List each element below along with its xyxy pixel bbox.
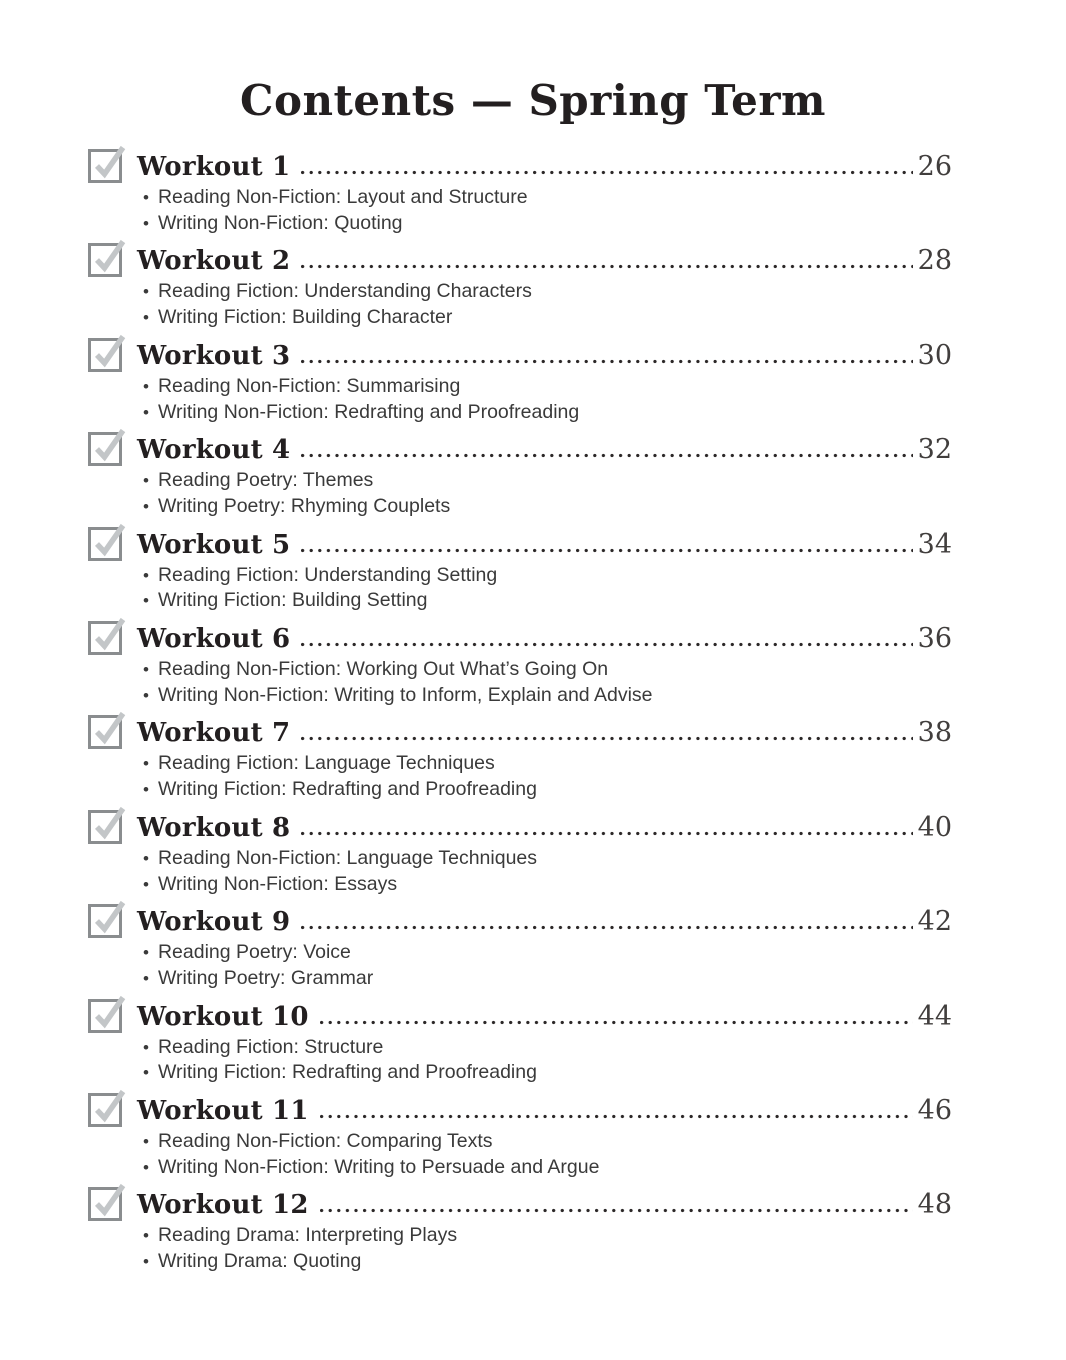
page-number: 34 [917,528,952,560]
toc-entry [88,151,952,236]
checkmark-icon [89,804,131,846]
toc-entry [88,812,952,897]
topic-label: Writing Poetry: Grammar [157,966,374,989]
workout-title: Workout 11 [137,1096,309,1127]
topic-label: Writing Non-Fiction: Quoting [157,211,403,234]
topic-item [143,1060,952,1086]
bullet-icon: • [143,874,149,894]
topic-item [143,400,952,426]
page-number: 36 [917,623,952,655]
workout-checkbox[interactable] [88,621,122,655]
dotted-leader [301,453,912,458]
workout-checkbox[interactable] [88,243,122,277]
topic-label: Writing Non-Fiction: Essays [157,872,398,895]
workout-title: Workout 3 [137,340,291,371]
topic-label: Reading Non-Fiction: Language Techniques [157,846,538,869]
topic-item [143,846,952,872]
topic-list [88,563,952,614]
bullet-icon: • [143,780,149,800]
topic-label: Writing Non-Fiction: Redrafting and Proofreading [157,400,580,423]
toc-entry [88,245,952,330]
bullet-icon: • [143,660,149,680]
topic-item [143,211,952,237]
topic-item [143,1155,952,1181]
checkmark-icon [89,898,131,940]
toc-entry [88,906,952,991]
topic-item [143,185,952,211]
toc-entry-heading [88,1095,952,1128]
dotted-leader [320,1020,913,1025]
topic-label: Writing Non-Fiction: Writing to Inform, Explain and Advise [157,683,653,706]
toc-entry-heading [88,340,952,373]
workout-checkbox[interactable] [88,432,122,466]
topic-list [88,1129,952,1180]
topic-label: Writing Fiction: Building Character [157,306,453,329]
toc-entry-heading [88,812,952,845]
checkmark-icon [89,1087,131,1129]
workout-checkbox[interactable] [88,338,122,372]
bullet-icon: • [143,1226,149,1246]
topic-label: Reading Drama: Interpreting Plays [157,1224,458,1247]
topic-label: Writing Poetry: Rhyming Couplets [157,494,451,517]
toc-entry-heading [88,434,952,467]
bullet-icon: • [143,685,149,705]
topic-item [143,1035,952,1061]
toc-entry [88,717,952,802]
topic-label: Reading Fiction: Language Techniques [157,752,495,775]
bullet-icon: • [143,968,149,988]
topic-list [88,468,952,519]
toc-entry-heading [88,623,952,656]
topic-list [88,1223,952,1274]
bullet-icon: • [143,188,149,207]
checkmark-icon [89,521,131,563]
toc-entry [88,434,952,519]
topic-item [143,751,952,777]
topic-item [143,657,952,683]
bullet-icon: • [143,1252,149,1272]
workout-title: Workout 10 [137,1001,309,1032]
workout-title: Workout 7 [137,718,291,749]
topic-item [143,777,952,803]
workout-title: Workout 12 [137,1190,309,1221]
toc-entry [88,1095,952,1180]
toc-entry-heading [88,245,952,278]
bullet-icon: • [143,376,149,396]
bullet-icon: • [143,282,149,302]
workout-checkbox[interactable] [88,715,122,749]
page-number: 32 [917,434,952,466]
toc-entry [88,529,952,614]
toc-entry-heading [88,1189,952,1222]
checkmark-icon [89,993,131,1035]
checkmark-icon [89,237,131,279]
toc-entry [88,340,952,425]
dotted-leader [301,642,912,647]
bullet-icon: • [143,402,149,422]
bullet-icon: • [143,565,149,585]
topic-list [88,279,952,330]
bullet-icon: • [143,496,149,516]
workout-title: Workout 9 [137,907,291,938]
bullet-icon: • [143,1157,149,1177]
topic-item [143,966,952,992]
page-number: 42 [917,906,952,938]
page-number: 46 [917,1095,952,1127]
page-number: 28 [917,245,952,277]
workout-title: Workout 2 [137,246,291,277]
topic-label: Reading Fiction: Understanding Setting [157,563,498,586]
workout-checkbox[interactable] [88,149,122,183]
checkmark-icon [89,709,131,751]
topic-item [143,563,952,589]
dotted-leader [301,925,912,930]
topic-list [88,846,952,897]
topic-label: Reading Poetry: Voice [157,941,351,964]
topic-label: Reading Non-Fiction: Comparing Texts [157,1130,493,1153]
dotted-leader [301,170,912,175]
topic-item [143,374,952,400]
page-number: 38 [917,717,952,749]
dotted-leader [301,831,912,836]
topic-label: Writing Fiction: Redrafting and Proofreading [157,1061,537,1084]
topic-item [143,1129,952,1155]
workout-title: Workout 5 [137,529,291,560]
topic-label: Writing Non-Fiction: Writing to Persuade and Argue [157,1155,600,1178]
checkmark-icon [89,426,131,468]
topic-label: Writing Drama: Quoting [157,1250,362,1273]
workout-checkbox[interactable] [88,810,122,844]
dotted-leader [320,1208,913,1213]
page-number: 30 [917,339,952,371]
topic-label: Reading Non-Fiction: Summarising [157,374,461,397]
dotted-leader [301,548,912,553]
topic-list [88,940,952,991]
topic-item [143,683,952,709]
topic-list [88,657,952,708]
bullet-icon: • [143,1063,149,1083]
topic-label: Reading Fiction: Understanding Characters [157,280,532,303]
checkmark-icon [89,1181,131,1223]
checkmark-icon [89,615,131,657]
topic-item [143,588,952,614]
topic-label: Writing Fiction: Building Setting [157,589,428,612]
topic-item [143,940,952,966]
bullet-icon: • [143,591,149,611]
workout-title: Workout 8 [137,812,291,843]
topic-list [88,1035,952,1086]
workout-checkbox[interactable] [88,527,122,561]
topic-item [143,279,952,305]
dotted-leader [301,736,912,741]
dotted-leader [301,359,912,364]
workout-checkbox[interactable] [88,999,122,1033]
workout-checkbox[interactable] [88,904,122,938]
page-title: Contents — Spring Term [240,76,826,125]
toc-entry-heading [88,906,952,939]
toc-entry-heading [88,529,952,562]
topic-label: Reading Non-Fiction: Layout and Structure [157,186,528,208]
topic-item [143,1223,952,1249]
topic-item [143,494,952,520]
page-number: 48 [917,1189,952,1221]
bullet-icon: • [143,471,149,491]
bullet-icon: • [143,1037,149,1057]
topic-label: Writing Fiction: Redrafting and Proofreading [157,778,537,801]
workout-title: Workout 6 [137,624,291,655]
topic-label: Reading Poetry: Themes [157,469,374,492]
workout-title: Workout 1 [137,152,291,182]
dotted-leader [301,264,912,269]
topic-item [143,468,952,494]
bullet-icon: • [143,213,149,233]
workout-checkbox[interactable] [88,1093,122,1127]
bullet-icon: • [143,848,149,868]
toc-entry [88,623,952,708]
toc-list [88,151,952,1275]
toc-entry-heading [88,151,952,184]
toc-entry [88,1189,952,1274]
topic-item [143,1249,952,1275]
topic-label: Reading Fiction: Structure [157,1035,384,1058]
page-number: 40 [917,811,952,843]
bullet-icon: • [143,308,149,328]
toc-entry-heading [88,1001,952,1034]
workout-checkbox[interactable] [88,1187,122,1221]
toc-entry [88,1001,952,1086]
checkmark-icon [89,143,131,185]
topic-list [88,185,952,236]
topic-item [143,305,952,331]
page-number: 44 [917,1000,952,1032]
dotted-leader [320,1114,913,1119]
workout-title: Workout 4 [137,435,291,466]
topic-item [143,872,952,898]
toc-entry-heading [88,717,952,750]
page-number: 26 [917,151,952,182]
bullet-icon: • [143,1132,149,1152]
topic-list [88,751,952,802]
topic-label: Reading Non-Fiction: Working Out What’s Going On [157,658,609,681]
bullet-icon: • [143,754,149,774]
topic-list [88,374,952,425]
checkmark-icon [89,332,131,374]
bullet-icon: • [143,943,149,963]
